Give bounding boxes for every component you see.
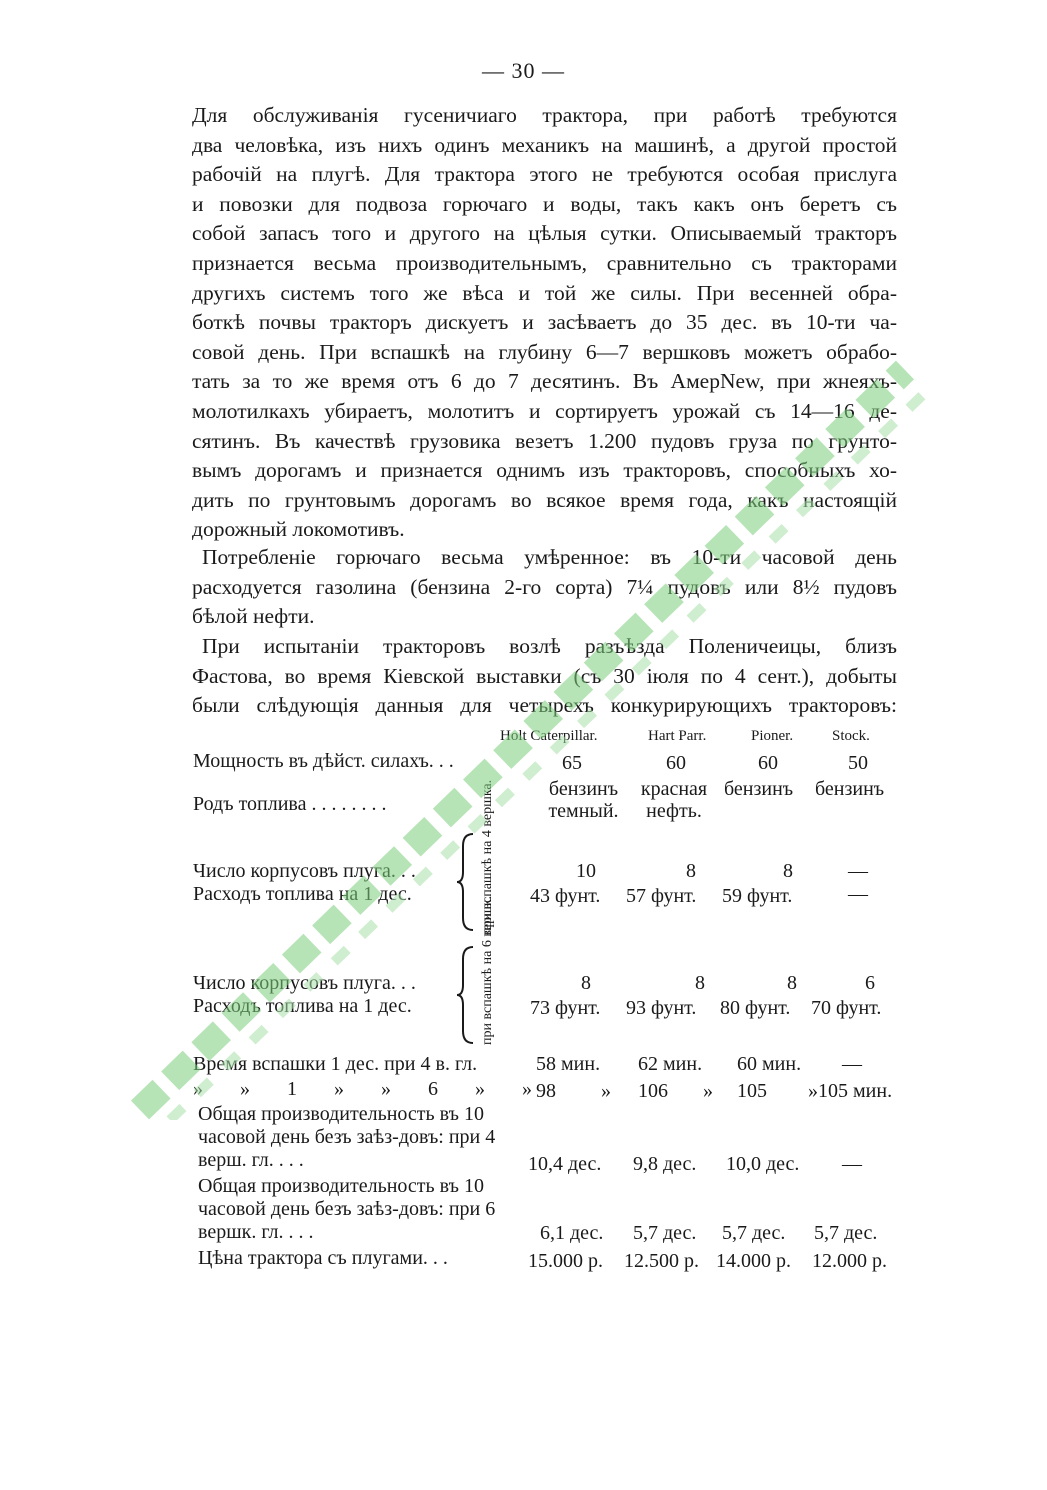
text-line: боткѣ почвы тракторъ дискуетъ и засѣваетъ до 35 дес. въ 10-ти ча- (192, 310, 897, 335)
row-label: Расходъ топлива на 1 дес. (193, 883, 412, 905)
row-label: Цѣна трактора съ плугами. . . (198, 1247, 448, 1269)
table-cell: 59 фунт. (722, 885, 793, 907)
table-cell: 70 фунт. (811, 997, 882, 1019)
table-cell: 12.000 р. (812, 1250, 887, 1272)
text-line: молотилкахъ убираетъ, молотитъ и сортируетъ урожай съ 14—16 де- (192, 398, 897, 423)
row-label: » » 1 » » 6 » » (193, 1078, 532, 1100)
table-cell: 106 » (638, 1080, 713, 1102)
row-label: Родъ топлива . . . . . . . . (193, 793, 387, 815)
row-label: Общая производительность въ 10 часовой день безъ заѣз-довъ: при 4 верш. гл. . . . (198, 1103, 496, 1171)
brace-group-1 (455, 832, 477, 932)
table-cell: бензинъ (815, 778, 885, 800)
table-cell: 8 (787, 972, 797, 994)
table-cell: 93 фунт. (626, 997, 697, 1019)
text-line: тать за то же время отъ 6 до 7 десятинъ. Въ АмерNew, при жнеяхъ- (192, 369, 897, 394)
table-cell: 9,8 дес. (633, 1153, 697, 1175)
text-line: были слѣдующія данныя для четырехъ конкурирующихъ тракторовъ: (192, 693, 897, 718)
text-line: При испытаніи тракторовъ возлѣ разъѣзда Поленичеицы, близъ (202, 634, 897, 658)
table-cell: 8 (581, 972, 591, 994)
table-cell: 50 (848, 752, 868, 774)
text-line: расходуется газолина (бензина 2-го сорта) 7¼ пудовъ или 8½ пудовъ (192, 574, 897, 599)
table-cell: 10,4 дес. (528, 1153, 602, 1175)
table-cell: 6,1 дес. (540, 1222, 604, 1244)
table-cell: 105 мин. (818, 1080, 893, 1102)
table-cell: 5,7 дес. (633, 1222, 697, 1244)
column-header: Stock. (832, 728, 870, 744)
table-cell: 8 (783, 860, 793, 882)
table-cell: — (842, 1053, 862, 1075)
table-cell: 6 (865, 972, 875, 994)
table-cell: 98 » (536, 1080, 611, 1102)
text-line: и повозки для подвоза горючаго и воды, такъ какъ онъ беретъ съ (192, 191, 897, 216)
table-cell: 105 » (737, 1080, 818, 1102)
table-cell: 8 (695, 972, 705, 994)
table-cell: красная нефть. (640, 778, 708, 822)
table-cell: 65 (562, 752, 582, 774)
text-line: собой запасъ того и другого на цѣлыя сутки. Описываемый тракторъ (192, 221, 897, 246)
text-line: совой день. При вспашкѣ на глубину 6—7 вершковъ можетъ обрабо- (192, 339, 897, 364)
table-cell: 60 мин. (737, 1053, 802, 1075)
table-cell: 60 (758, 752, 778, 774)
table-cell: бензинъ (724, 778, 794, 800)
table-cell: 5,7 дес. (814, 1222, 878, 1244)
table-cell: 10 (576, 860, 596, 882)
text-line: Фастова, во время Кіевской выставки (съ 30 іюля по 4 сент.), добыты (192, 663, 897, 688)
table-cell: 60 (666, 752, 686, 774)
brace-group-2 (455, 945, 477, 1045)
table-cell: бензинъ темный. (548, 778, 619, 822)
table-cell: — (848, 860, 868, 882)
table-cell: 43 фунт. (530, 885, 601, 907)
table-cell: 58 мин. (536, 1053, 601, 1075)
text-line: два человѣка, изъ нихъ одинъ механикъ на машинѣ, а другой простой (192, 132, 897, 157)
row-label: Расходъ топлива на 1 дес. (193, 995, 412, 1017)
row-label: Число корпусовъ плуга. . . (193, 860, 416, 882)
table-cell: 57 фунт. (626, 885, 697, 907)
group-label-4-vershka: при вспашкѣ на 4 вершка. (480, 779, 495, 935)
table-cell: 8 (686, 860, 696, 882)
row-label: Общая производительность въ 10 часовой день безъ заѣз-довъ: при 6 вершк. гл. . . . (198, 1175, 496, 1243)
row-label: Время вспашки 1 дес. при 4 в. гл. (193, 1053, 478, 1075)
group-label-6-vershk: при вспашкѣ на 6 вершк. (480, 895, 495, 1045)
table-cell: — (848, 883, 868, 905)
text-line: другихъ системъ того же вѣса и той же силы. При весенней обра- (192, 280, 897, 305)
table-cell: 80 фунт. (720, 997, 791, 1019)
row-label: Число корпусовъ плуга. . . (193, 972, 416, 994)
text-line: вымъ дорогамъ и признается однимъ изъ тракторовъ, способныхъ хо- (192, 458, 897, 483)
table-cell: 5,7 дес. (722, 1222, 786, 1244)
text-line: дорожный локомотивъ. (192, 517, 405, 542)
table-cell: 73 фунт. (530, 997, 601, 1019)
table-cell: 12.500 р. (624, 1250, 699, 1272)
column-header: Pioner. (751, 728, 794, 744)
text-line: Для обслуживанія гусеничиаго трактора, при работѣ требуются (192, 103, 897, 127)
column-header: Hart Parr. (648, 728, 707, 744)
text-line: признается весьма производительнымъ, сравнительно съ тракторами (192, 250, 897, 275)
column-header: Holt Caterpillar. (500, 728, 598, 744)
page-number: — 30 — (482, 58, 565, 83)
text-line: рабочій на плугѣ. Для трактора этого не требуются особая прислуга (192, 162, 897, 187)
table-cell: 10,0 дес. (726, 1153, 800, 1175)
table-cell: 14.000 р. (716, 1250, 791, 1272)
table-cell: 62 мин. (638, 1053, 703, 1075)
row-label: Мощность въ дѣйст. силахъ. . . (193, 750, 454, 772)
text-line: дить по грунтовымъ дорогамъ во всякое время года, какъ настоящій (192, 487, 897, 512)
text-line: бѣлой нефти. (192, 604, 315, 629)
text-line: Потребленіе горючаго весьма умѣренное: въ 10-ти часовой день (202, 545, 897, 569)
table-cell: 15.000 р. (528, 1250, 603, 1272)
text-line: сятинъ. Въ качествѣ грузовика везетъ 1.200 пудовъ груза по грунто- (192, 428, 897, 453)
table-cell: — (842, 1153, 862, 1175)
